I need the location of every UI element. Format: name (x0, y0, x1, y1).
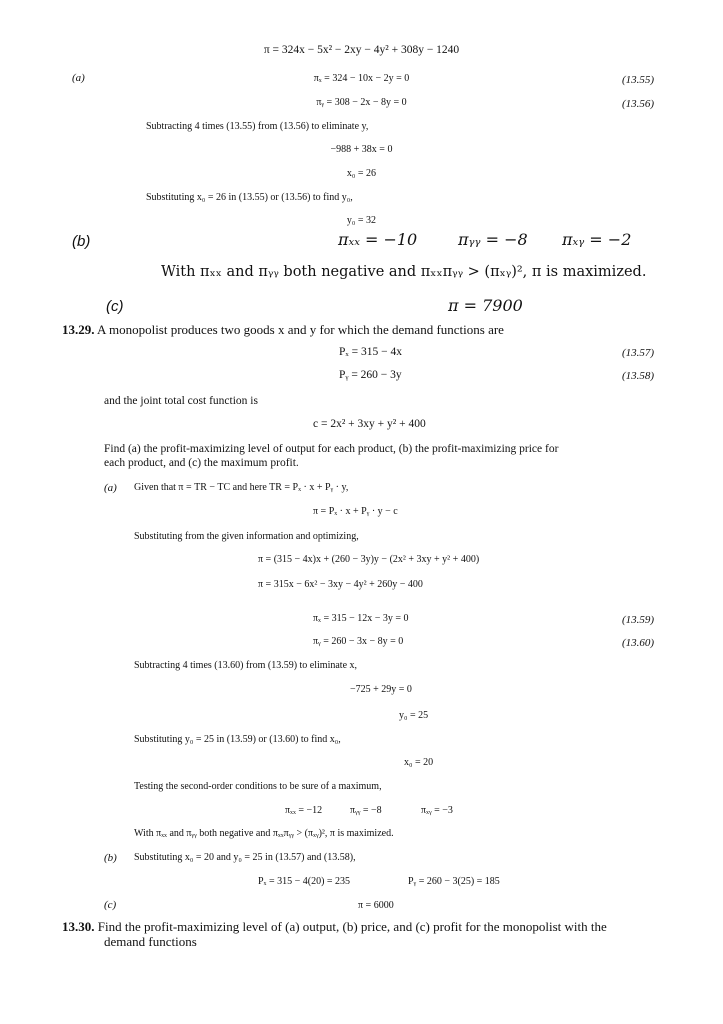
equation-number: (13.55) (622, 74, 655, 86)
second-derivative-xx: πₓₓ = −12 (285, 805, 323, 816)
price-y: Pᵧ = 260 − 3(25) = 185 (408, 876, 500, 887)
part-a-label: (a) (104, 482, 117, 494)
y0-value: y₀ = 25 (399, 710, 429, 721)
elimination-equation: −988 + 38x = 0 (330, 144, 393, 155)
maximum-profit: π = 7900 (448, 296, 523, 315)
y0-value: y₀ = 32 (346, 215, 377, 226)
find-line-2: each product, and (c) the maximum profit. (104, 457, 299, 469)
problem-statement (62, 323, 504, 336)
substitution-text: Substituting from the given information and optimizing, (134, 531, 359, 542)
equation-number: (13.60) (622, 637, 655, 649)
profit-equation: π = 324x − 5x² − 2xy − 4y² + 308y − 1240 (263, 44, 460, 56)
elimination-text: Subtracting 4 times (13.60) from (13.59) to eliminate x, (134, 660, 358, 671)
given-text: Given that π = TR − TC and here TR = Pₓ · x + Pᵧ · y, (134, 482, 349, 493)
profit-simplified: π = 315x − 6x² − 3xy − 4y² + 260y − 400 (258, 579, 423, 590)
substitution-text: Substituting x₀ = 26 in (13.55) or (13.56) to find y₀, (146, 192, 353, 203)
second-derivative-xx: πₓₓ = −10 (338, 230, 418, 249)
second-derivative-yy: πᵧᵧ = −8 (350, 805, 382, 816)
equation-number: (13.56) (622, 98, 655, 110)
problem-text: A monopolist produces two goods x and y for which the demand functions are (97, 322, 504, 337)
part-b-label: (b) (72, 233, 91, 250)
foc-x-equation: πₓ = 324 − 10x − 2y = 0 (313, 73, 410, 84)
foc-x-equation: πₓ = 315 − 12x − 3y = 0 (313, 613, 409, 624)
second-derivative-xy: πₓᵧ = −3 (421, 805, 453, 816)
substitution-text: Substituting y₀ = 25 in (13.59) or (13.60) to find x₀, (134, 734, 341, 745)
maximum-condition-text: With πₓₓ and πᵧᵧ both negative and πₓₓπᵧᵧ > (πₓᵧ)², π is maximized. (161, 264, 647, 280)
x0-value: x₀ = 26 (346, 168, 377, 179)
demand-y: Pᵧ = 260 − 3y (339, 369, 402, 381)
second-derivative-xy: πₓᵧ = −2 (562, 230, 632, 249)
part-c-label: (c) (104, 899, 117, 911)
problem-number: 13.29. (62, 322, 95, 337)
elimination-equation: −725 + 29y = 0 (350, 684, 412, 695)
part-b-label: (b) (104, 852, 117, 864)
second-derivative-yy: πᵧᵧ = −8 (458, 230, 528, 249)
demand-x: Pₓ = 315 − 4x (339, 346, 402, 358)
equation-number: (13.59) (622, 614, 655, 626)
foc-y-equation: πᵧ = 260 − 3x − 8y = 0 (313, 636, 404, 647)
price-x: Pₓ = 315 − 4(20) = 235 (258, 876, 351, 887)
equation-number: (13.58) (622, 370, 655, 382)
elimination-text: Subtracting 4 times (13.55) from (13.56) to eliminate y, (146, 121, 369, 132)
problem-statement (62, 920, 607, 933)
part-c-label: (c) (106, 298, 124, 315)
equation-number: (13.57) (622, 347, 655, 359)
maximum-condition-text: With πₓₓ and πᵧᵧ both negative and πₓₓπᵧᵧ > (πₓᵧ)², π is maximized. (134, 828, 394, 839)
maximum-profit: π = 6000 (358, 900, 394, 911)
cost-intro: and the joint total cost function is (104, 395, 258, 407)
price-substitution-text: Substituting x₀ = 20 and y₀ = 25 in (13.57) and (13.58), (134, 852, 356, 863)
part-a-label: (a) (72, 72, 85, 84)
cost-function: c = 2x² + 3xy + y² + 400 (313, 418, 426, 430)
profit-definition: π = Pₓ · x + Pᵧ · y − c (313, 506, 398, 517)
problem-text-continued: demand functions (104, 934, 197, 949)
problem-text: Find the profit-maximizing level of (a) output, (b) price, and (c) profit for the monopolist with the (97, 919, 607, 934)
find-line-1: Find (a) the profit-maximizing level of output for each product, (b) the profit-maximizing price for (104, 443, 559, 455)
problem-number: 13.30. (62, 919, 95, 934)
profit-expanded: π = (315 − 4x)x + (260 − 3y)y − (2x² + 3xy + y² + 400) (258, 554, 480, 565)
second-order-text: Testing the second-order conditions to be sure of a maximum, (134, 781, 382, 792)
foc-y-equation: πᵧ = 308 − 2x − 8y = 0 (316, 97, 407, 108)
x0-value: x₀ = 20 (404, 757, 434, 768)
